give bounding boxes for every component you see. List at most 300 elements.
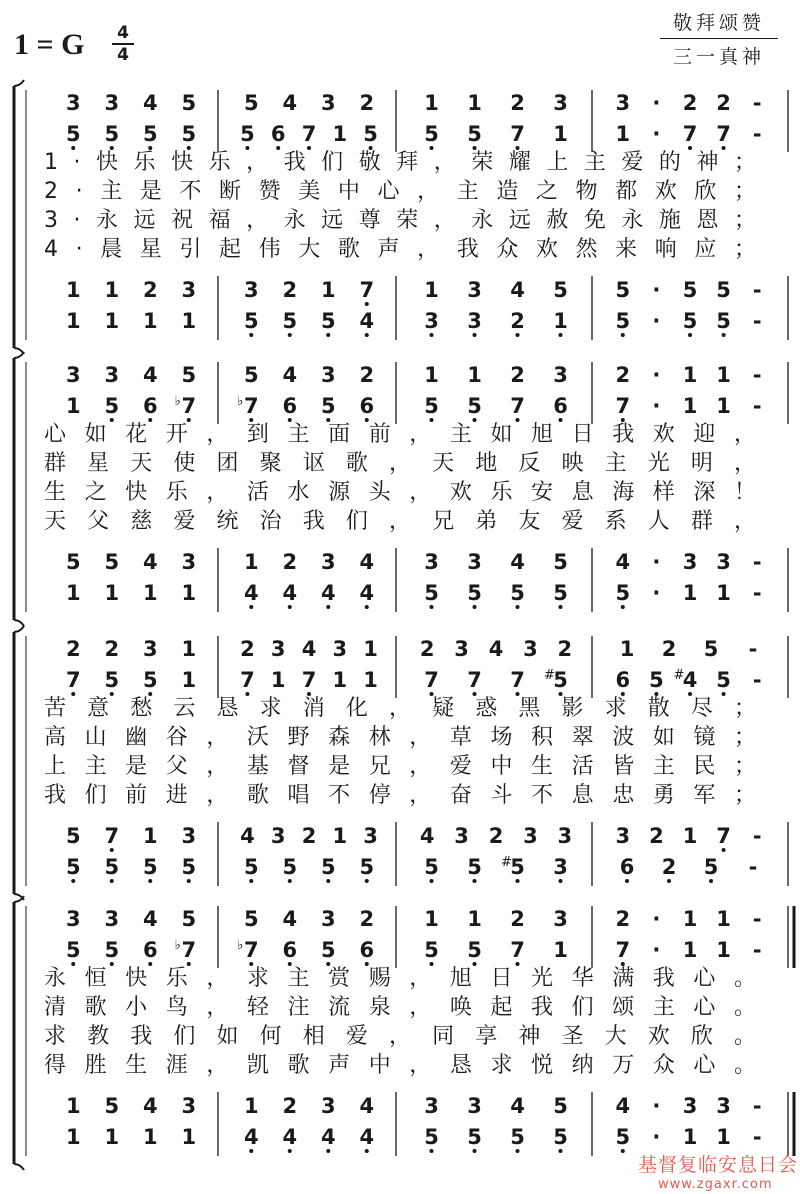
note: 1 [104,278,120,302]
lyric-line: 永恒快乐，求主赏赐，旭日光华满我心。 [44,966,756,991]
note: 1 [65,278,81,302]
note: 6 [359,938,375,962]
note: 4 [359,1094,375,1118]
note: 5 [320,938,336,962]
tie-dash: - [752,309,762,333]
note: 3 [454,824,469,848]
note: 2 [682,91,698,115]
note: 3 [270,637,286,661]
note: 3 [553,855,568,879]
note: 5 [510,1125,525,1149]
octave-dot [249,333,253,337]
note: 2 [510,91,525,115]
note: 5 [553,581,568,605]
note: 5 [424,855,439,879]
tie-dash: - [752,278,762,302]
lyric-line: 2·主是不断赞美中心，主造之物都欢欣； [44,179,756,204]
octave-dot [249,1149,253,1153]
note: 3 [65,363,81,387]
lyric-line: 4·晨星引起伟大歌声，我众欢然来响应； [44,237,756,262]
tie-dash: - [752,550,762,574]
watermark-url: www.zgaxr.com [658,1177,773,1192]
note: 5 [682,309,698,333]
note: 2 [301,824,317,848]
note: 5 [243,907,259,931]
note: 4 [142,363,158,387]
note: 2 [240,637,255,661]
note: 6 [359,394,375,418]
note: 1 [424,363,439,387]
octave-dot [516,879,520,883]
note: 1 [682,581,698,605]
note: 7 [301,122,317,146]
augmentation-dot: · [652,907,661,931]
octave-dot [326,333,330,337]
note: 1 [181,309,197,333]
note: 4 [142,1094,158,1118]
note: 5 [243,363,259,387]
note: 5 [181,91,197,115]
note: 3 [615,91,631,115]
lyric-line: 群星天使团聚讴歌，天地反映主光明， [44,451,756,476]
octave-dot [326,605,330,609]
note: 7 [243,938,259,962]
octave-dot [288,333,292,337]
tie-dash: - [752,824,762,848]
note: 3 [65,907,81,931]
lyric-line: 生之快乐，活水源头，欢乐安息海样深！ [44,480,756,505]
note: 1 [320,278,336,302]
note: 4 [682,668,698,692]
note: 3 [467,309,482,333]
note: 5 [65,855,81,879]
octave-dot [430,333,434,337]
note: 1 [65,1094,81,1118]
note: 5 [424,122,439,146]
octave-dot [473,879,477,883]
octave-dot [365,333,369,337]
octave-dot [307,146,311,150]
tie-dash: - [752,668,762,692]
bracket-cap-bottom [14,1164,24,1170]
note: 4 [301,637,317,661]
note: 7 [424,668,439,692]
note: 3 [553,907,568,931]
note: 5 [649,668,664,692]
octave-dot [110,848,114,852]
octave-dot [365,302,369,306]
note: 1 [716,1125,731,1149]
octave-dot [187,879,191,883]
augmentation-dot: · [652,394,661,418]
note: 2 [359,91,375,115]
octave-dot [365,879,369,883]
octave-dot [326,1149,330,1153]
note: 4 [142,91,158,115]
note: 1 [682,907,698,931]
note: 6 [553,394,568,418]
octave-dot [473,1149,477,1153]
note: 7 [615,394,631,418]
note: 1 [467,907,482,931]
note: 5 [553,550,568,574]
note: 4 [282,363,298,387]
note: 5 [243,309,259,333]
note: 3 [181,278,197,302]
accidental: ♭ [237,938,244,953]
note: 2 [282,1094,298,1118]
note: 5 [467,938,482,962]
lyric-line: 1·快乐快乐，我们敬拜，荣耀上主爱的神； [44,150,756,175]
bracket-cap-top [14,352,24,358]
note: 3 [320,550,336,574]
note: 7 [682,122,698,146]
octave-dot [516,333,520,337]
note: 4 [359,1125,375,1149]
note: 5 [65,122,81,146]
note: 7 [301,668,317,692]
note: 5 [510,855,525,879]
note: 5 [243,91,259,115]
note: 1 [181,581,197,605]
octave-dot [110,418,114,422]
note: 3 [332,637,348,661]
note: 3 [553,91,568,115]
octave-dot [722,333,726,337]
meter-bottom: 4 [117,45,129,65]
note: 5 [467,1125,482,1149]
note: 6 [142,938,158,962]
note: 1 [65,394,81,418]
note: 3 [104,363,120,387]
note: 5 [363,122,378,146]
octave-dot [559,1149,563,1153]
note: 2 [282,278,298,302]
note: 7 [716,824,731,848]
lyric-line: 我们前进，歌唱不停，奋斗不息忠勇军； [44,783,756,808]
note: 5 [467,394,482,418]
note: 1 [332,824,348,848]
bracket-cap-top [14,896,24,902]
note: 5 [65,938,81,962]
hymn-subtitle: 三一真神 [672,46,765,68]
tie-dash: - [748,637,758,661]
note: 3 [424,550,439,574]
note: 5 [553,1094,568,1118]
octave-dot [148,418,152,422]
augmentation-dot: · [652,1125,661,1149]
octave-dot [430,1149,434,1153]
note: 3 [142,637,158,661]
note: 1 [181,637,197,661]
note: 7 [104,824,120,848]
octave-dot [249,605,253,609]
augmentation-dot: · [652,1094,661,1118]
note: 1 [467,363,482,387]
hymn-title: 敬拜颂赞 [672,12,765,34]
note: 5 [716,668,731,692]
note: 1 [332,122,348,146]
note: 3 [320,91,336,115]
octave-dot [276,146,280,150]
lyric-line: 天父慈爱统治我们，兄弟友爱系人群， [44,509,756,534]
note: 5 [615,1125,631,1149]
note: 4 [282,581,298,605]
accidental: ♭ [237,394,244,409]
octave-dot [245,692,249,696]
note: 1 [142,824,158,848]
tie-dash: - [752,363,762,387]
octave-dot [516,1149,520,1153]
augmentation-dot: · [652,91,661,115]
note: 5 [142,122,158,146]
augmentation-dot: · [652,581,661,605]
note: 5 [615,278,631,302]
octave-dot [148,962,152,966]
note: 2 [557,637,573,661]
octave-dot [365,1149,369,1153]
note: 1 [104,309,120,333]
note: 4 [282,907,298,931]
note: 7 [181,938,197,962]
octave-dot [326,879,330,883]
note: 5 [703,855,719,879]
note: 1 [682,394,698,418]
note: 7 [615,938,631,962]
octave-dot [71,879,75,883]
octave-dot [722,692,726,696]
note: 4 [359,581,375,605]
note: 3 [424,1094,439,1118]
augmentation-dot: · [652,363,661,387]
note: 5 [104,122,120,146]
note: 3 [320,363,336,387]
note: 6 [615,668,631,692]
note: 5 [424,394,439,418]
note: 2 [661,855,677,879]
note: 7 [716,122,731,146]
note: 3 [65,91,81,115]
note: 1 [65,581,81,605]
octave-dot [473,962,477,966]
bracket-cap-top [14,626,24,632]
octave-dot [559,333,563,337]
octave-dot [288,1149,292,1153]
note: 3 [467,278,482,302]
note: 3 [243,278,259,302]
note: 7 [65,668,81,692]
note: 1 [716,938,731,962]
note: 1 [332,668,348,692]
octave-dot [473,418,477,422]
note: 3 [615,824,631,848]
note: 6 [619,855,635,879]
tie-dash: - [748,855,758,879]
lyric-line: 上主是父，基督是兄，爱中生活皆主民； [44,754,756,779]
note: 5 [510,581,525,605]
note: 3 [320,907,336,931]
note: 4 [510,1094,525,1118]
note: 7 [243,394,259,418]
note: 5 [703,637,719,661]
tie-dash: - [752,938,762,962]
octave-dot [430,879,434,883]
note: 1 [243,550,259,574]
accidental: # [544,668,555,683]
note: 5 [716,309,731,333]
note: 2 [716,91,731,115]
note: 4 [282,91,298,115]
note: 2 [510,309,525,333]
lyric-line: 3·永远祝福，永远尊荣，永远赦免永施恩； [44,208,756,233]
note: 2 [649,824,664,848]
octave-dot [667,879,671,883]
note: 7 [359,278,375,302]
note: 3 [716,1094,731,1118]
note: 7 [510,668,525,692]
note: 3 [523,637,538,661]
note: 5 [142,668,158,692]
octave-dot [688,146,692,150]
note: 2 [359,363,375,387]
note: 2 [615,363,631,387]
note: 1 [553,122,568,146]
octave-dot [621,1149,625,1153]
note: 1 [181,1125,197,1149]
note: 4 [282,1125,298,1149]
octave-dot [625,879,629,883]
note: 2 [510,363,525,387]
note: 3 [523,824,538,848]
octave-dot [110,962,114,966]
octave-dot [148,879,152,883]
note: 5 [615,581,631,605]
octave-dot [473,605,477,609]
note: 7 [510,122,525,146]
octave-dot [516,605,520,609]
note: 5 [467,122,482,146]
note: 5 [320,394,336,418]
note: 1 [181,668,197,692]
note: 1 [142,1125,158,1149]
note: 4 [615,550,631,574]
octave-dot [71,962,75,966]
note: 5 [243,855,259,879]
note: 3 [716,550,731,574]
note: 4 [510,550,525,574]
note: 5 [553,668,568,692]
octave-dot [621,333,625,337]
note: 1 [682,824,698,848]
note: 3 [270,824,286,848]
octave-dot [559,418,563,422]
note: 1 [716,394,731,418]
note: 5 [142,855,158,879]
tie-dash: - [752,91,762,115]
note: 5 [181,122,197,146]
bracket-cap-bottom [14,620,24,626]
tie-dash: - [752,581,762,605]
note: 2 [65,637,81,661]
octave-dot [249,879,253,883]
note: 1 [716,907,731,931]
octave-dot [473,333,477,337]
note: 5 [359,855,375,879]
accidental: ♭ [174,938,181,953]
note: 5 [716,278,731,302]
octave-dot [709,879,713,883]
note: 2 [359,907,375,931]
note: 1 [682,938,698,962]
note: 4 [359,550,375,574]
note: 5 [320,309,336,333]
lyric-line: 心如花开，到主面前，主如旭日我欢迎， [44,422,756,447]
note: 5 [424,1125,439,1149]
note: 6 [282,938,298,962]
note: 1 [363,637,378,661]
augmentation-dot: · [652,122,661,146]
octave-dot [559,605,563,609]
octave-dot [288,879,292,883]
note: 1 [553,938,568,962]
octave-dot [110,879,114,883]
note: 4 [359,309,375,333]
note: 7 [181,394,197,418]
note: 3 [682,1094,698,1118]
note: 4 [243,1125,259,1149]
note: 1 [716,363,731,387]
note: 1 [104,1125,120,1149]
tie-dash: - [752,1125,762,1149]
octave-dot [71,692,75,696]
note: 3 [424,309,439,333]
note: 1 [615,122,631,146]
note: 7 [467,668,482,692]
lyric-line: 苦意愁云恳求消化，疑惑黑影求散尽； [44,696,756,721]
octave-dot [516,418,520,422]
lyric-line: 求教我们如何相爱，同享神圣大欢欣。 [44,1024,756,1049]
octave-dot [722,146,726,150]
tie-dash: - [752,907,762,931]
tie-dash: - [752,394,762,418]
watermark [638,1150,798,1192]
note: 3 [553,363,568,387]
note: 7 [240,668,255,692]
note: 3 [454,637,469,661]
meter-top: 4 [117,23,129,43]
octave-dot [621,605,625,609]
note: 7 [510,394,525,418]
note: 3 [104,91,120,115]
note: 5 [282,855,298,879]
note: 1 [424,907,439,931]
note: 1 [104,581,120,605]
note: 5 [467,855,482,879]
note: 2 [104,637,120,661]
note: 1 [142,581,158,605]
note: 5 [553,1125,568,1149]
note: 5 [553,278,568,302]
note: 6 [142,394,158,418]
note: 4 [320,1125,336,1149]
note: 1 [682,363,698,387]
augmentation-dot: · [652,309,661,333]
note: 2 [661,637,677,661]
note: 5 [424,938,439,962]
note: 5 [467,581,482,605]
note: 5 [682,278,698,302]
augmentation-dot: · [652,550,661,574]
